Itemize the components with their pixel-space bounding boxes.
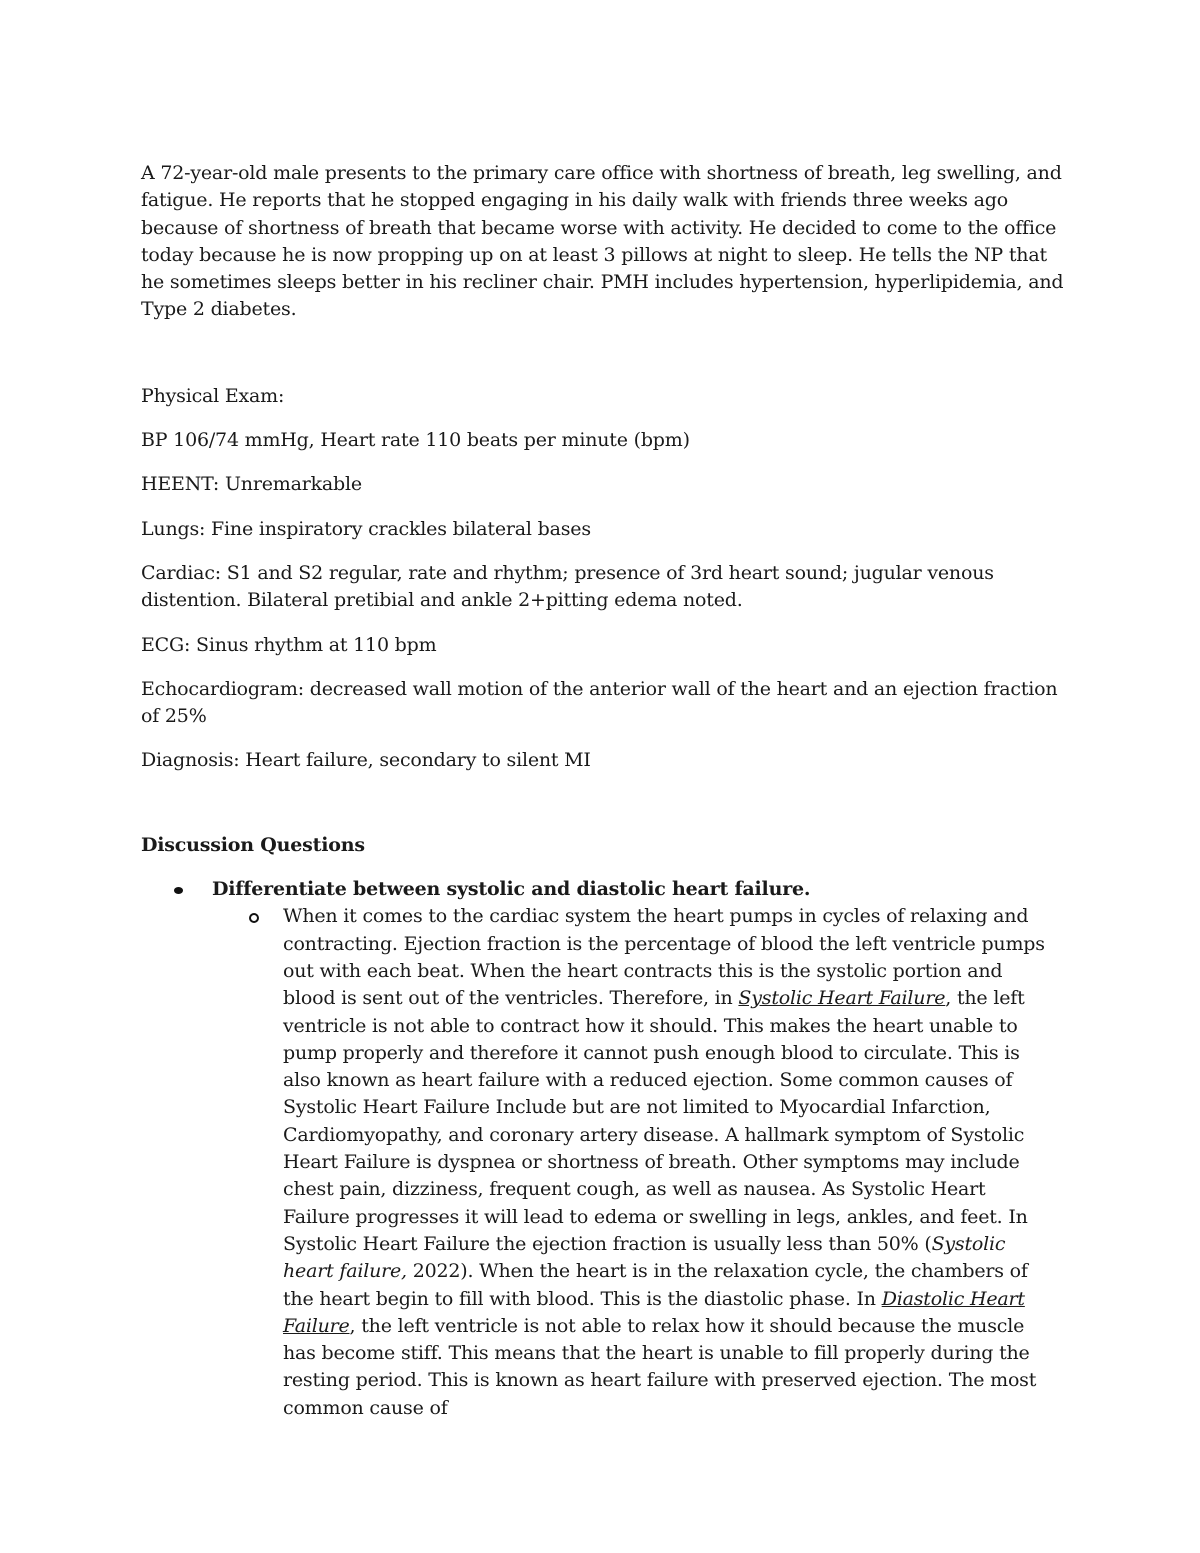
- exam-echocardiogram: Echocardiogram: decreased wall motion of the anterior wall of the heart and an ejection fraction of 25%: [141, 677, 1058, 728]
- systolic-term: Systolic Heart Failure: [738, 987, 946, 1010]
- answer-bullet-item: [141, 903, 1066, 1422]
- question-text: Differentiate between systolic and diastolic heart failure.: [212, 878, 811, 901]
- case-intro-paragraph: A 72-year-old male presents to the primary care office with shortness of breath, leg swelling, and fatigue. He reports that he stopped engaging in his daily walk with friends three weeks ago because of shortness of breath that became worse with activity. He decided to come to the office today because he is now propping up on at least 3 pillows at night to sleep. He tells the NP that he sometimes sleeps better in his recliner chair. PMH includes hypertension, hyperlipidemia, and Type 2 diabetes.: [141, 162, 1064, 321]
- answer-text-part-4: , the left ventricle is not able to relax how it should because the muscle has become stiff. This means that the heart is unable to fill properly during the resting period. This is known as heart failure with preserved ejection. The most common cause of: [283, 1314, 1037, 1419]
- exam-title: Physical Exam:: [141, 384, 285, 407]
- exam-vitals: BP 106/74 mmHg, Heart rate 110 beats per minute (bpm): [141, 429, 690, 452]
- diastolic-term: Diastolic Heart Failure: [283, 1287, 1025, 1337]
- exam-diagnosis: Diagnosis: Heart failure, secondary to silent MI: [141, 749, 591, 772]
- question-bullet-item: [141, 876, 1066, 903]
- document-page: [141, 160, 1066, 1422]
- answer-text-part-1: When it comes to the cardiac system the heart pumps in cycles of relaxing and contracting. Ejection fraction is the percentage of blood the left ventricle pumps out with each beat. When the heart contracts this is the systolic portion and blood is sent out of the ventricles. Therefore, in: [283, 905, 1045, 1010]
- answer-text-part-2: , the left ventricle is not able to contract how it should. This makes the heart unable to pump properly and therefore it cannot push enough blood to circulate. This is also known as heart failure with a reduced ejection. Some common causes of Systolic Heart Failure Include but are not limited to Myocardial Infarction, Cardiomyopathy, and coronary artery disease. A hallmark symptom of Systolic Heart Failure is dyspnea or shortness of breath. Other symptoms may include chest pain, dizziness, frequent cough, as well as nausea. As Systolic Heart Failure progresses it will lead to edema or swelling in legs, ankles, and feet. In Systolic Heart Failure the ejection fraction is usually less than 50% (: [283, 987, 1028, 1255]
- citation-text: Systolic heart failure,: [283, 1232, 1006, 1283]
- filled-bullet-icon: [174, 887, 183, 894]
- exam-lungs: Lungs: Fine inspiratory crackles bilateral bases: [141, 517, 591, 540]
- answer-text-part-3: 2022). When the heart is in the relaxation cycle, the chambers of the heart begin to fill with blood. This is the diastolic phase. In: [283, 1260, 1028, 1310]
- exam-ecg: ECG: Sinus rhythm at 110 bpm: [141, 633, 437, 656]
- hollow-bullet-icon: [249, 913, 259, 923]
- exam-heent: HEENT: Unremarkable: [141, 473, 362, 496]
- exam-cardiac: Cardiac: S1 and S2 regular, rate and rhythm; presence of 3rd heart sound; jugular venous distention. Bilateral pretibial and ankle 2+pitting edema noted.: [141, 561, 994, 612]
- discussion-heading: Discussion Questions: [141, 833, 365, 856]
